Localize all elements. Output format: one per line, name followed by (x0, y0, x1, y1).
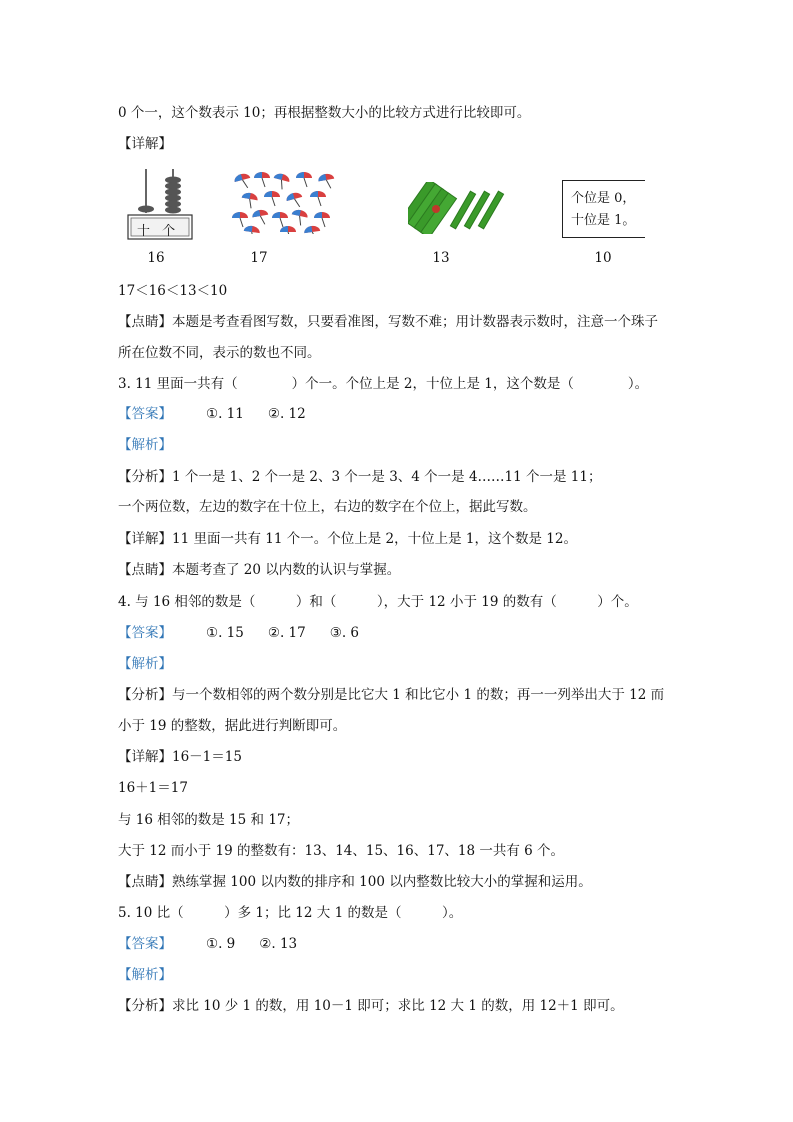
text-line: 所在位数不同，表示的数也不同。 (118, 345, 321, 361)
place-value-box (562, 180, 645, 238)
text-line: 与 16 相邻的数是 15 和 17； (118, 812, 299, 828)
answer-item: ②. 12 (267, 406, 306, 422)
answer-item: ②. 13 (259, 936, 298, 952)
answer-row (118, 935, 297, 953)
text-line: 【点睛】本题是考查看图写数，只要看准图，写数不难；用计数器表示数时，注意一个珠子 (118, 314, 658, 330)
text-line: 【详解】11 里面一共有 11 个一。个位上是 2，十位上是 1，这个数是 12。 (118, 531, 577, 547)
answer-item: ①. 11 (206, 406, 244, 422)
text-line: 【分析】求比 10 少 1 的数，用 10－1 即可；求比 12 大 1 的数，用 12＋1 即可。 (118, 998, 624, 1014)
text-line: 【点睛】熟练掌握 100 以内数的排序和 100 以内整数比较大小的掌握和运用。 (118, 874, 592, 890)
text-line: 【点睛】本题考查了 20 以内数的认识与掌握。 (118, 562, 401, 578)
answer-label: 【答案】 (118, 406, 172, 422)
umbrellas-figure (232, 170, 338, 234)
answer-item: ①. 15 (206, 625, 244, 641)
section-label: 【详解】 (118, 136, 172, 152)
box-line-1: 个位是 0， (571, 191, 636, 206)
answer-row (118, 405, 306, 423)
sticks-figure (408, 182, 508, 234)
question-4: 4. 与 16 相邻的数是（ ）和（ ），大于 12 小于 19 的数有（ ）个。 (118, 594, 638, 610)
text-line: 大于 12 而小于 19 的整数有：13、14、15、16、17、18 一共有 6 个。 (118, 843, 565, 859)
text-line: 小于 19 的整数，据此进行判断即可。 (118, 718, 347, 734)
question-5: 5. 10 比（ ）多 1；比 12 大 1 的数是（ ）。 (118, 905, 463, 921)
question-3: 3. 11 里面一共有（ ）个一。个位上是 2，十位上是 1，这个数是（ ）。 (118, 376, 649, 392)
text-line: 【分析】1 个一是 1、2 个一是 2、3 个一是 3、4 个一是 4……11 个一是 11； (118, 469, 602, 485)
answer-label: 【答案】 (118, 625, 172, 641)
answer-item: ③. 6 (329, 625, 360, 641)
text-line: 【分析】与一个数相邻的两个数分别是比它大 1 和比它小 1 的数；再一一列举出大于 12 而 (118, 687, 665, 703)
answer-label: 【答案】 (118, 936, 172, 952)
analysis-label: 【解析】 (118, 656, 172, 672)
text-line: 0 个一，这个数表示 10；再根据整数大小的比较方式进行比较即可。 (118, 105, 531, 121)
figure-caption: 10 (594, 250, 612, 266)
text-line: 17＜16＜13＜10 (118, 283, 228, 299)
answer-item: ②. 17 (267, 625, 306, 641)
analysis-label: 【解析】 (118, 437, 172, 453)
figure-caption: 16 (147, 250, 165, 266)
answer-item: ①. 9 (206, 936, 236, 952)
box-line-2: 十位是 1。 (571, 213, 636, 228)
abacus-label: 十 个 (137, 224, 180, 239)
figure-caption: 13 (432, 250, 450, 266)
answer-row (118, 624, 359, 642)
analysis-label: 【解析】 (118, 967, 172, 983)
text-line: 一个两位数，左边的数字在十位上，右边的数字在个位上，据此写数。 (118, 499, 537, 515)
figure-caption: 17 (250, 250, 268, 266)
text-line: 【详解】16－1＝15 (118, 749, 242, 765)
text-line: 16＋1＝17 (118, 780, 188, 796)
